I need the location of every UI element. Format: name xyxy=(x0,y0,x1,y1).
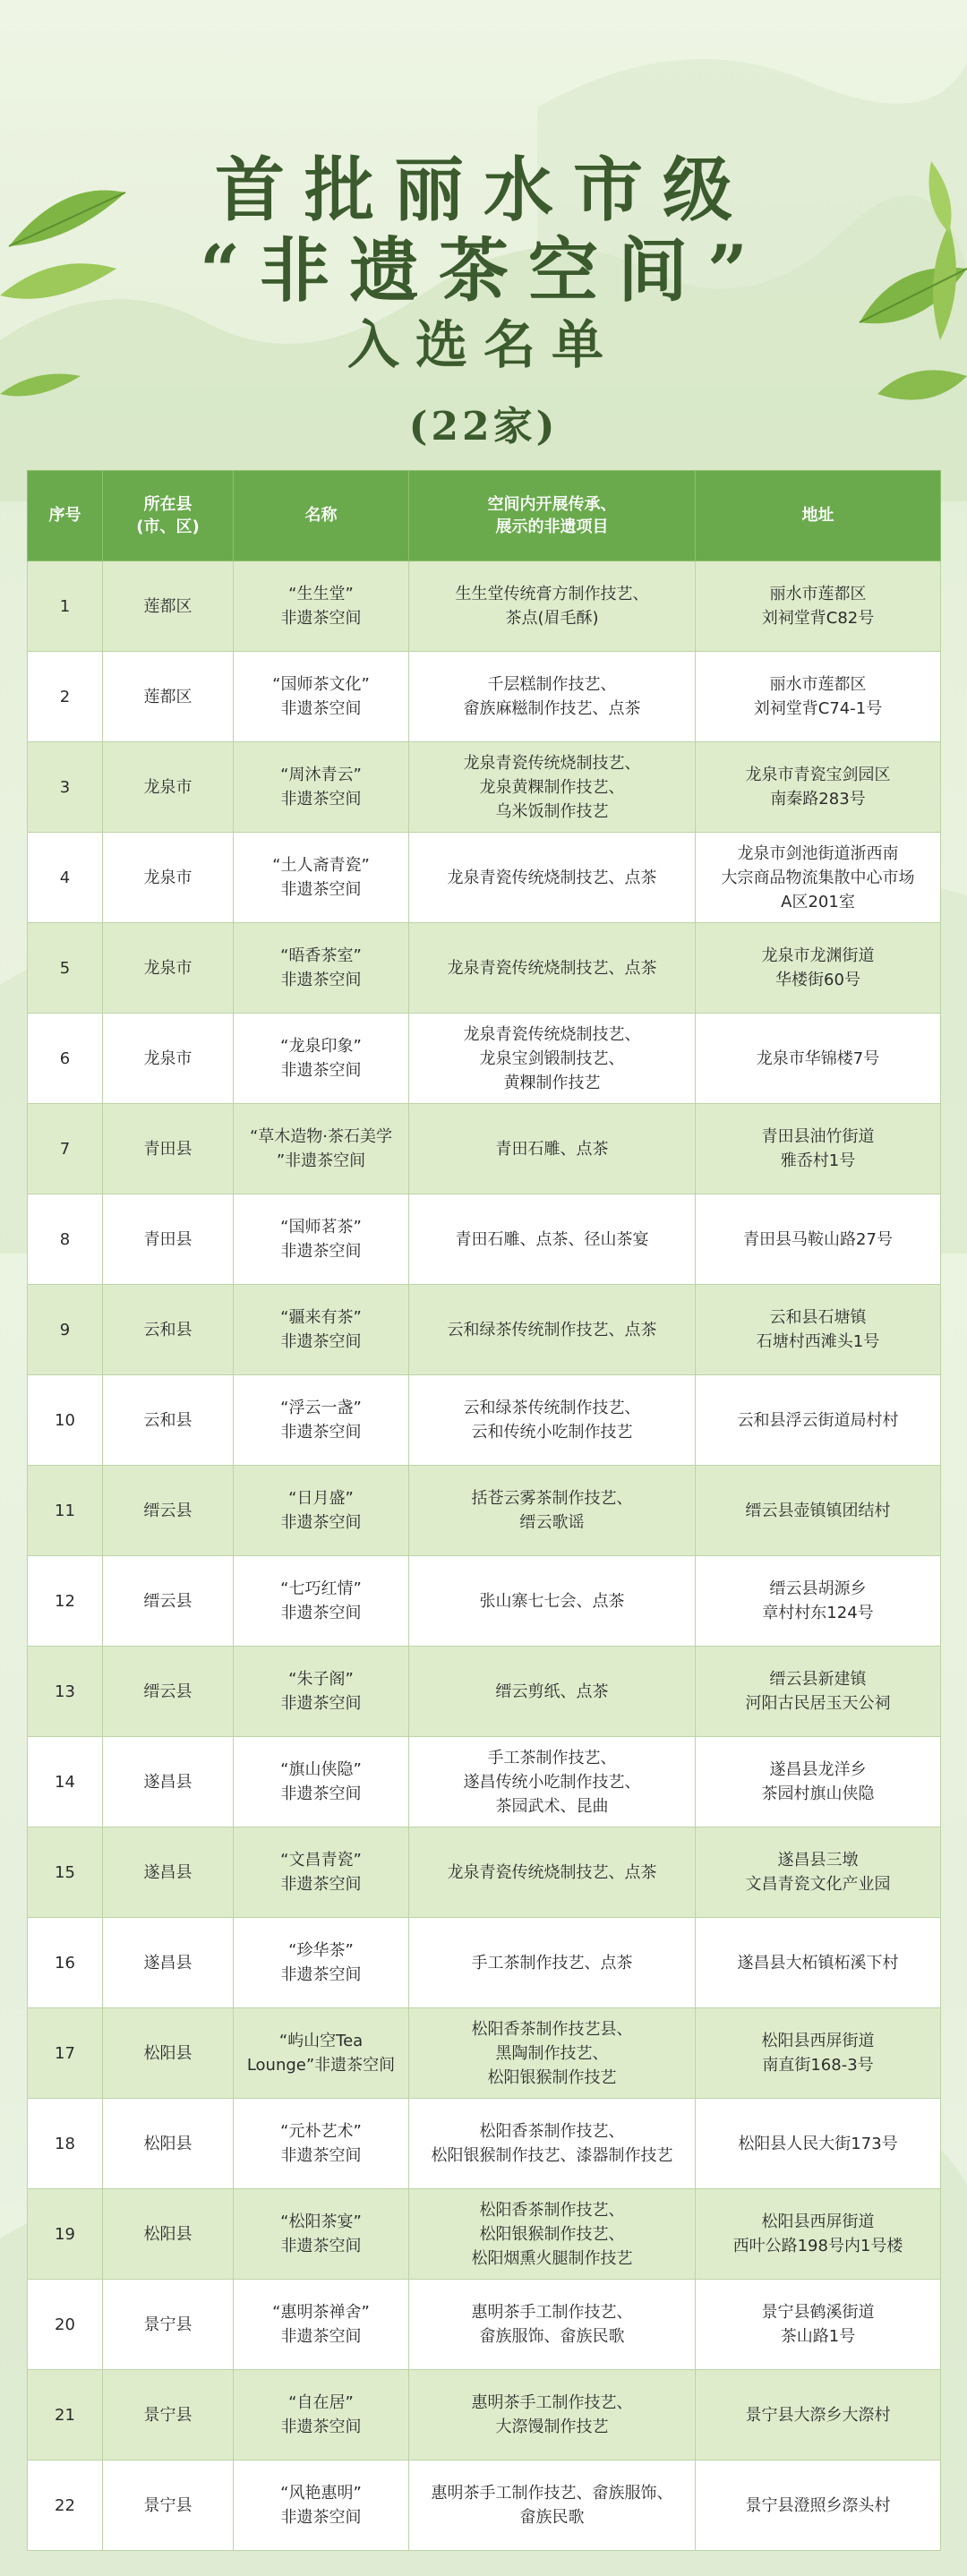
table-row xyxy=(28,1014,941,1104)
cell-county: 龙泉市 xyxy=(103,833,234,923)
page-title-line-2: “非遗茶空间” xyxy=(200,230,767,312)
cell-name: “元朴艺术” 非遗茶空间 xyxy=(234,2099,409,2189)
cell-county: 云和县 xyxy=(103,1375,234,1466)
cell-name: “周沐青云” 非遗茶空间 xyxy=(234,742,409,833)
cell-projects: 龙泉青瓷传统烧制技艺、点茶 xyxy=(409,833,696,923)
cell-county: 青田县 xyxy=(103,1104,234,1194)
header-address: 地址 xyxy=(696,471,941,561)
list-table xyxy=(27,470,941,2551)
cell-county: 莲都区 xyxy=(103,652,234,742)
table-row xyxy=(28,652,941,742)
cell-projects: 龙泉青瓷传统烧制技艺、 龙泉宝剑锻制技艺、 黄粿制作技艺 xyxy=(409,1014,696,1104)
cell-index: 6 xyxy=(28,1014,103,1104)
cell-name: “朱子阁” 非遗茶空间 xyxy=(234,1647,409,1737)
table-row xyxy=(28,1466,941,1556)
cell-name: “七巧红情” 非遗茶空间 xyxy=(234,1556,409,1647)
cell-projects: 松阳香茶制作技艺、 松阳银猴制作技艺、漆器制作技艺 xyxy=(409,2099,696,2189)
cell-index: 18 xyxy=(28,2099,103,2189)
table-row xyxy=(28,1285,941,1375)
cell-name: “日月盛” 非遗茶空间 xyxy=(234,1466,409,1556)
table-body xyxy=(28,561,941,2551)
table-row xyxy=(28,1194,941,1285)
cell-address: 云和县浮云街道局村村 xyxy=(696,1375,941,1466)
cell-index: 3 xyxy=(28,742,103,833)
cell-county: 松阳县 xyxy=(103,2189,234,2280)
cell-projects: 龙泉青瓷传统烧制技艺、点茶 xyxy=(409,1827,696,1918)
cell-projects: 云和绿茶传统制作技艺、 云和传统小吃制作技艺 xyxy=(409,1375,696,1466)
cell-county: 松阳县 xyxy=(103,2008,234,2099)
cell-index: 12 xyxy=(28,1556,103,1647)
table-row xyxy=(28,2189,941,2280)
cell-projects: 缙云剪纸、点茶 xyxy=(409,1647,696,1737)
table-header-row xyxy=(28,471,941,561)
cell-name: “松阳茶宴” 非遗茶空间 xyxy=(234,2189,409,2280)
table-row xyxy=(28,923,941,1014)
table-row xyxy=(28,1647,941,1737)
cell-name: “文昌青瓷” 非遗茶空间 xyxy=(234,1827,409,1918)
cell-address: 丽水市莲都区 刘祠堂背C82号 xyxy=(696,561,941,652)
cell-index: 21 xyxy=(28,2370,103,2460)
cell-county: 云和县 xyxy=(103,1285,234,1375)
cell-address: 松阳县西屏街道 西叶公路198号内1号楼 xyxy=(696,2189,941,2280)
cell-name: “风艳惠明” 非遗茶空间 xyxy=(234,2460,409,2551)
cell-county: 龙泉市 xyxy=(103,1014,234,1104)
cell-county: 青田县 xyxy=(103,1194,234,1285)
cell-index: 14 xyxy=(28,1737,103,1827)
cell-projects: 松阳香茶制作技艺县、 黑陶制作技艺、 松阳银猴制作技艺 xyxy=(409,2008,696,2099)
table-row xyxy=(28,1918,941,2008)
cell-address: 龙泉市青瓷宝剑园区 南秦路283号 xyxy=(696,742,941,833)
cell-address: 松阳县西屏街道 南直街168-3号 xyxy=(696,2008,941,2099)
cell-address: 龙泉市华锦楼7号 xyxy=(696,1014,941,1104)
cell-name: “草木造物·茶石美学 ”非遗茶空间 xyxy=(234,1104,409,1194)
cell-index: 20 xyxy=(28,2280,103,2370)
cell-projects: 惠明茶手工制作技艺、 大漈馒制作技艺 xyxy=(409,2370,696,2460)
cell-projects: 生生堂传统膏方制作技艺、 茶点(眉毛酥) xyxy=(409,561,696,652)
cell-name: “国师茶文化” 非遗茶空间 xyxy=(234,652,409,742)
table-row xyxy=(28,2460,941,2551)
cell-county: 龙泉市 xyxy=(103,742,234,833)
table-row xyxy=(28,2099,941,2189)
table-row xyxy=(28,1737,941,1827)
cell-address: 丽水市莲都区 刘祠堂背C74-1号 xyxy=(696,652,941,742)
list-table-container xyxy=(27,470,940,2551)
cell-address: 遂昌县大柘镇柘溪下村 xyxy=(696,1918,941,2008)
page-title-line-3: 入选名单 xyxy=(347,314,620,375)
page-title-line-1: 首批丽水市级 xyxy=(214,150,752,231)
cell-index: 7 xyxy=(28,1104,103,1194)
cell-name: “国师茗茶” 非遗茶空间 xyxy=(234,1194,409,1285)
cell-county: 莲都区 xyxy=(103,561,234,652)
cell-county: 遂昌县 xyxy=(103,1918,234,2008)
header-county: 所在县 (市、区) xyxy=(103,471,234,561)
cell-address: 景宁县鹤溪街道 茶山路1号 xyxy=(696,2280,941,2370)
cell-index: 8 xyxy=(28,1194,103,1285)
cell-address: 云和县石塘镇 石塘村西滩头1号 xyxy=(696,1285,941,1375)
cell-projects: 云和绿茶传统制作技艺、点茶 xyxy=(409,1285,696,1375)
table-row xyxy=(28,833,941,923)
cell-index: 5 xyxy=(28,923,103,1014)
header-index: 序号 xyxy=(28,471,103,561)
cell-county: 景宁县 xyxy=(103,2460,234,2551)
table-row xyxy=(28,1827,941,1918)
cell-projects: 手工茶制作技艺、点茶 xyxy=(409,1918,696,2008)
cell-county: 遂昌县 xyxy=(103,1827,234,1918)
cell-projects: 手工茶制作技艺、 遂昌传统小吃制作技艺、 茶园武术、昆曲 xyxy=(409,1737,696,1827)
cell-address: 遂昌县三墩 文昌青瓷文化产业园 xyxy=(696,1827,941,1918)
cell-name: “屿山空Tea Lounge”非遗茶空间 xyxy=(234,2008,409,2099)
table-row xyxy=(28,1104,941,1194)
cell-projects: 青田石雕、点茶 xyxy=(409,1104,696,1194)
cell-index: 22 xyxy=(28,2460,103,2551)
cell-name: “龙泉印象” 非遗茶空间 xyxy=(234,1014,409,1104)
cell-index: 9 xyxy=(28,1285,103,1375)
cell-county: 缙云县 xyxy=(103,1466,234,1556)
cell-address: 缙云县壶镇镇团结村 xyxy=(696,1466,941,1556)
cell-index: 10 xyxy=(28,1375,103,1466)
cell-address: 缙云县新建镇 河阳古民居玉天公祠 xyxy=(696,1647,941,1737)
cell-county: 缙云县 xyxy=(103,1647,234,1737)
table-row xyxy=(28,561,941,652)
cell-index: 1 xyxy=(28,561,103,652)
cell-projects: 惠明茶手工制作技艺、畲族服饰、 畲族民歌 xyxy=(409,2460,696,2551)
cell-index: 4 xyxy=(28,833,103,923)
cell-projects: 千层糕制作技艺、 畲族麻糍制作技艺、点茶 xyxy=(409,652,696,742)
cell-address: 景宁县大漈乡大漈村 xyxy=(696,2370,941,2460)
cell-projects: 龙泉青瓷传统烧制技艺、 龙泉黄粿制作技艺、 乌米饭制作技艺 xyxy=(409,742,696,833)
cell-address: 龙泉市龙渊街道 华楼街60号 xyxy=(696,923,941,1014)
cell-name: “土人斋青瓷” 非遗茶空间 xyxy=(234,833,409,923)
cell-address: 龙泉市剑池街道浙西南 大宗商品物流集散中心市场 A区201室 xyxy=(696,833,941,923)
cell-projects: 青田石雕、点茶、径山茶宴 xyxy=(409,1194,696,1285)
cell-address: 遂昌县龙洋乡 茶园村旗山侠隐 xyxy=(696,1737,941,1827)
table-row xyxy=(28,1375,941,1466)
cell-address: 青田县马鞍山路27号 xyxy=(696,1194,941,1285)
cell-name: “疆来有茶” 非遗茶空间 xyxy=(234,1285,409,1375)
cell-name: “珍华茶” 非遗茶空间 xyxy=(234,1918,409,2008)
cell-county: 遂昌县 xyxy=(103,1737,234,1827)
cell-projects: 惠明茶手工制作技艺、 畲族服饰、畲族民歌 xyxy=(409,2280,696,2370)
cell-address: 青田县油竹街道 雅岙村1号 xyxy=(696,1104,941,1194)
cell-index: 19 xyxy=(28,2189,103,2280)
cell-name: “惠明茶禅舍” 非遗茶空间 xyxy=(234,2280,409,2370)
cell-index: 2 xyxy=(28,652,103,742)
header xyxy=(0,0,967,466)
header-projects: 空间内开展传承、 展示的非遗项目 xyxy=(409,471,696,561)
cell-county: 龙泉市 xyxy=(103,923,234,1014)
count-label: (22家) xyxy=(408,404,559,449)
cell-index: 16 xyxy=(28,1918,103,2008)
cell-address: 景宁县澄照乡漈头村 xyxy=(696,2460,941,2551)
table-row xyxy=(28,742,941,833)
cell-index: 11 xyxy=(28,1466,103,1556)
cell-name: “生生堂” 非遗茶空间 xyxy=(234,561,409,652)
header-name: 名称 xyxy=(234,471,409,561)
table-row xyxy=(28,2008,941,2099)
cell-projects: 龙泉青瓷传统烧制技艺、点茶 xyxy=(409,923,696,1014)
cell-address: 缙云县胡源乡 章村村东124号 xyxy=(696,1556,941,1647)
cell-index: 15 xyxy=(28,1827,103,1918)
cell-address: 松阳县人民大街173号 xyxy=(696,2099,941,2189)
table-row xyxy=(28,2370,941,2460)
cell-county: 松阳县 xyxy=(103,2099,234,2189)
table-row xyxy=(28,2280,941,2370)
cell-projects: 松阳香茶制作技艺、 松阳银猴制作技艺、 松阳烟熏火腿制作技艺 xyxy=(409,2189,696,2280)
cell-county: 缙云县 xyxy=(103,1556,234,1647)
cell-index: 17 xyxy=(28,2008,103,2099)
cell-projects: 括苍云雾茶制作技艺、 缙云歌谣 xyxy=(409,1466,696,1556)
cell-name: “自在居” 非遗茶空间 xyxy=(234,2370,409,2460)
cell-county: 景宁县 xyxy=(103,2280,234,2370)
cell-county: 景宁县 xyxy=(103,2370,234,2460)
cell-name: “浮云一盏” 非遗茶空间 xyxy=(234,1375,409,1466)
cell-projects: 张山寨七七会、点茶 xyxy=(409,1556,696,1647)
cell-name: “晤香茶室” 非遗茶空间 xyxy=(234,923,409,1014)
table-row xyxy=(28,1556,941,1647)
cell-index: 13 xyxy=(28,1647,103,1737)
cell-name: “旗山侠隐” 非遗茶空间 xyxy=(234,1737,409,1827)
